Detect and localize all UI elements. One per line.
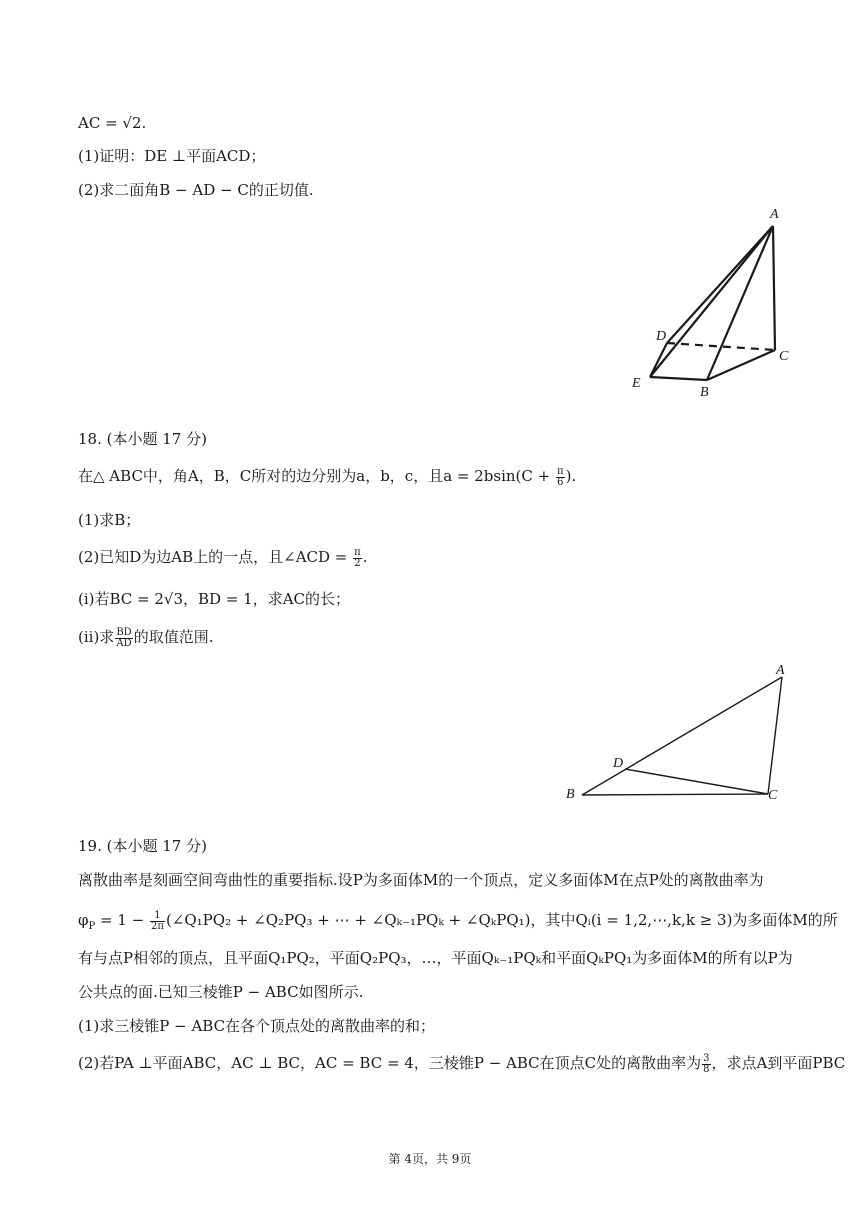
q18-stem-frac <box>556 467 565 488</box>
q18-part1-text: (1)求B； <box>78 511 141 529</box>
edge-AC <box>773 226 775 350</box>
q19-part2-a: (2)若PA ⊥平面ABC，AC ⊥ BC，AC = BC = 4，三棱锥P − ABC在顶点C处的离散曲率为 <box>78 1054 702 1072</box>
edge-AE <box>650 226 773 377</box>
q19-part2-b: ，求点A到平面PBC <box>711 1054 846 1072</box>
q19-header <box>78 836 207 856</box>
edge-DC <box>625 769 768 794</box>
q19-line2 <box>78 910 838 937</box>
edge-AC <box>768 677 782 794</box>
page-footer: 第 4页，共 9页 <box>388 1152 472 1166</box>
q18-header <box>78 429 207 449</box>
edge-BC <box>582 794 768 795</box>
frac-den: 2π <box>151 920 164 932</box>
edge-AB <box>707 226 773 380</box>
q18-sub-ii-frac <box>115 628 132 649</box>
q18-part2-a: (2)已知D为边AB上的一点，且∠ACD = <box>78 548 353 566</box>
q19-line1 <box>78 870 764 890</box>
edge-BA <box>582 677 782 795</box>
q17-part1-text: (1)证明：DE ⊥平面ACD； <box>78 147 266 165</box>
label-D: D <box>656 329 667 344</box>
frac-num: π <box>556 465 564 477</box>
q19-line4 <box>78 982 363 1002</box>
edge-EB <box>650 377 707 380</box>
frac-num: BD <box>116 626 132 638</box>
q18-stem-b: ). <box>565 467 577 485</box>
edge-AD <box>667 226 773 343</box>
q17-part2 <box>78 180 314 200</box>
triangle-figure <box>560 655 800 815</box>
q19-line2-b: = 1 − <box>95 911 150 929</box>
q19-line2-a: φ <box>78 911 89 929</box>
q17-part2-text: (2)求二面角B − AD − C的正切值. <box>78 181 314 199</box>
q19-line3-text: 有与点P相邻的顶点，且平面Q₁PQ₂，平面Q₂PQ₃，…，平面Qₖ₋₁PQₖ和平面QₖPQ₁为多面体M的所有以P为 <box>78 949 793 967</box>
q19-line2-frac <box>150 911 165 932</box>
frac-num: π <box>354 546 361 558</box>
frac-den: 2 <box>354 557 361 569</box>
label-D: D <box>613 756 624 771</box>
q17-cont-line <box>78 113 146 133</box>
label-C: C <box>779 349 789 364</box>
q18-part2-frac <box>353 548 362 569</box>
frac-den: 8 <box>703 1063 710 1075</box>
q18-header-text: 18. (本小题 17 分) <box>78 430 207 448</box>
q18-sub-i-text: (i)若BC = 2√3，BD = 1，求AC的长； <box>78 590 351 608</box>
q18-stem-a: 在△ ABC中，角A，B，C所对的边分别为a，b，c，且a = 2bsin(C + <box>78 467 555 485</box>
q18-sub-ii-a: (ii)求 <box>78 628 115 646</box>
label-C: C <box>768 788 778 803</box>
label-E: E <box>632 376 641 391</box>
label-B: B <box>700 385 709 400</box>
frac-num: 3 <box>703 1052 710 1064</box>
label-B: B <box>566 787 575 802</box>
q18-sub-ii-b: 的取值范围. <box>133 628 214 646</box>
q18-part1 <box>78 510 140 530</box>
q19-part1 <box>78 1016 435 1036</box>
q18-stem <box>78 466 576 488</box>
q19-line2-c: (∠Q₁PQ₂ + ∠Q₂PQ₃ + ⋯ + ∠Qₖ₋₁PQₖ + ∠QₖPQ₁)，其中Qᵢ(i = 1,2,⋯,k,k ≥ 3)为多面体M的所 <box>165 911 838 929</box>
q19-line3 <box>78 948 793 968</box>
q18-part2 <box>78 547 368 569</box>
q19-part2-frac <box>702 1054 710 1075</box>
q19-line1-text: 离散曲率是刻画空间弯曲性的重要指标.设P为多面体M的一个顶点，定义多面体M在点P处的离散曲率为 <box>78 871 764 889</box>
q18-sub-ii <box>78 627 213 649</box>
q18-part2-b: . <box>362 548 368 566</box>
q18-sub-i <box>78 589 350 609</box>
q17-cont-text: AC = √2. <box>78 114 147 132</box>
q17-part1 <box>78 146 265 166</box>
q19-line2-sub: P <box>88 921 96 932</box>
q19-part1-text: (1)求三棱锥P − ABC在各个顶点处的离散曲率的和； <box>78 1017 436 1035</box>
q19-header-text: 19. (本小题 17 分) <box>78 837 207 855</box>
label-A: A <box>776 663 785 678</box>
label-A: A <box>770 207 779 222</box>
frac-num: 1 <box>150 911 165 922</box>
frac-den: AD <box>116 637 132 649</box>
q19-part2 <box>78 1053 845 1075</box>
pyramid-figure <box>620 200 800 400</box>
q19-line4-text: 公共点的面.已知三棱锥P − ABC如图所示. <box>78 983 364 1001</box>
frac-den: 6 <box>557 476 564 488</box>
